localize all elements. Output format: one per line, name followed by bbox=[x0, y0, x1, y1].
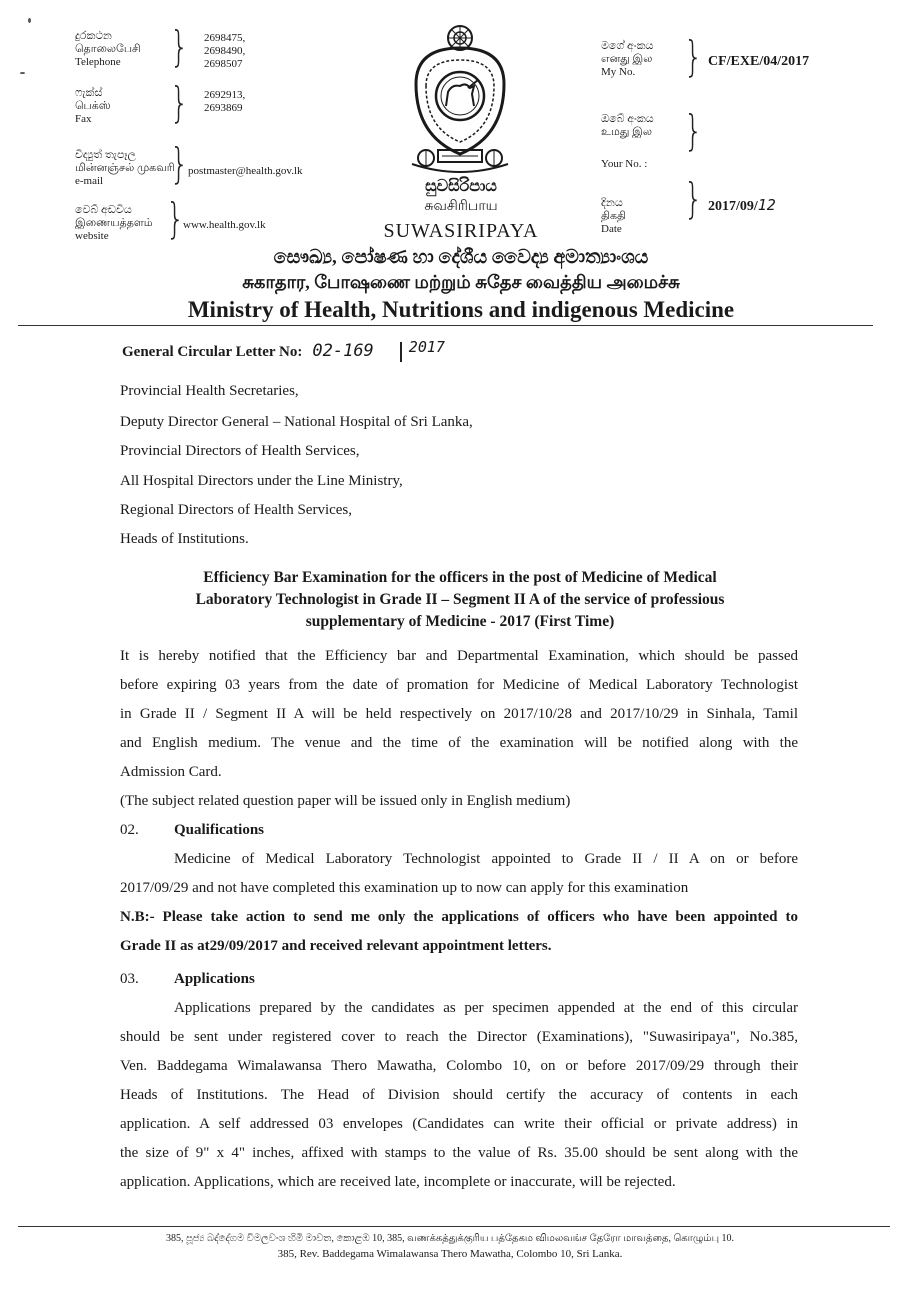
ministry-name-english: Ministry of Health, Nutritions and indigenous Medicine bbox=[187, 297, 735, 322]
email-label-ta: மின்னஞ்சல் முகவரி bbox=[75, 162, 175, 174]
website-label-en: website bbox=[75, 230, 109, 242]
brace-icon: } bbox=[684, 32, 703, 81]
section-3-line: Heads of Institutions. The Head of Division should certify the accuracy of contents in each bbox=[120, 1087, 798, 1103]
footer-divider bbox=[18, 1226, 890, 1227]
brace-icon: } bbox=[170, 139, 189, 188]
nb-line: N.B:- Please take action to send me only the applications of officers who have been appointed to bbox=[120, 909, 798, 925]
building-name-english: SUWASIRIPAYA bbox=[383, 220, 539, 242]
intro-paragraph bbox=[120, 642, 798, 787]
section-3-body bbox=[120, 994, 798, 1197]
section-3-line: application. Applications, which are received late, incomplete or inaccurate, will be rejected. bbox=[120, 1174, 676, 1190]
circular-label: General Circular Letter No: bbox=[122, 344, 303, 360]
title-line: supplementary of Medicine - 2017 (First Time) bbox=[305, 613, 615, 630]
footer-address-local: 385, පූජ්‍ය බද්දේගම විමලවංශ හිමි මාවත, කොළඹ 10, 385, வணக்கத்துக்குரிய பத்தேகம விமலவங்ச தேரோ மாவத்தை, கொழும்பு 10. bbox=[165, 1233, 735, 1244]
section-2-heading: Qualifications bbox=[174, 822, 265, 838]
brace-icon: } bbox=[684, 174, 703, 223]
building-name-tamil: சுவசிரிபாய bbox=[424, 199, 498, 214]
my-no-label-si: මගේ අංකය bbox=[601, 40, 654, 52]
document-title bbox=[120, 567, 800, 633]
addressee: Provincial Health Secretaries, bbox=[120, 383, 299, 399]
brace-icon: } bbox=[170, 78, 189, 127]
section-3-heading: Applications bbox=[174, 971, 255, 987]
brace-icon: } bbox=[170, 22, 189, 71]
my-no-label-ta: எனது இல bbox=[601, 53, 653, 65]
addressee: Deputy Director General – National Hospital of Sri Lanka, bbox=[120, 414, 473, 430]
section-3-line: Ven. Baddegama Wimalawansa Thero Mawatha, Colombo 10, on or before 2017/09/29 through their bbox=[120, 1058, 798, 1074]
intro-line: and English medium. The venue and the time of the examination will be notified along with the bbox=[120, 735, 798, 751]
section-3-number: 03. bbox=[120, 971, 139, 987]
addressee: Provincial Directors of Health Services, bbox=[120, 443, 360, 459]
building-name-sinhala: සුවසිරිපාය bbox=[425, 178, 497, 195]
intro-note: (The subject related question paper will be issued only in English medium) bbox=[120, 793, 571, 809]
intro-line: in Grade II / Segment II A will be held respectively on 2017/10/28 and 2017/10/29 in Sinhala, Tamil bbox=[120, 706, 798, 722]
fax-label-ta: பெக்ஸ் bbox=[75, 100, 111, 112]
date-handwritten-day: 12 bbox=[757, 196, 776, 214]
title-line: Efficiency Bar Examination for the officers in the post of Medicine of Medical bbox=[203, 569, 717, 586]
telephone-labels bbox=[75, 30, 141, 69]
website-value: www.health.gov.lk bbox=[183, 219, 266, 231]
scan-speck bbox=[28, 18, 31, 23]
fax-label-en: Fax bbox=[75, 113, 92, 125]
section-3-line: the size of 9" x 4" inches, affixed with stamps to the value of Rs. 35.00 should be sent along with the bbox=[120, 1145, 798, 1161]
date-value bbox=[708, 196, 776, 215]
fax-number: 2692913, bbox=[204, 89, 246, 101]
website-label-si: වෙබ් අඩවිය bbox=[75, 204, 132, 216]
date-labels bbox=[601, 197, 626, 236]
ministry-name-tamil: சுகாதார, போஷணை மற்றும் சுதேச வைத்திய அமைச்சு bbox=[242, 272, 680, 292]
brace-icon: } bbox=[684, 106, 703, 155]
circular-handwritten-no: 02-169 bbox=[312, 341, 374, 361]
addressee: Heads of Institutions. bbox=[120, 531, 249, 547]
section-2-line: 2017/09/29 and not have completed this examination up to now can apply for this examination bbox=[120, 880, 689, 896]
fax-values bbox=[204, 89, 245, 115]
email-label-en: e-mail bbox=[75, 175, 104, 187]
circular-handwritten-year: 2017 bbox=[408, 338, 445, 356]
section-2-number: 02. bbox=[120, 822, 139, 838]
date-label-si: දිනය bbox=[601, 197, 623, 209]
date-printed: 2017/09/ bbox=[708, 199, 758, 214]
my-no-label-en: My No. bbox=[601, 66, 636, 78]
telephone-number: 2698490, bbox=[204, 45, 246, 57]
date-label-en: Date bbox=[601, 223, 622, 235]
my-no-value: CF/EXE/04/2017 bbox=[708, 54, 810, 69]
header-divider bbox=[18, 325, 873, 326]
intro-line: before expiring 03 years from the date of promation for Medicine of Medical Laboratory Technologist bbox=[120, 677, 798, 693]
date-label-ta: திகதி bbox=[601, 210, 627, 222]
section-2-line: Medicine of Medical Laboratory Technologist appointed to Grade II / II A on or before bbox=[174, 851, 798, 867]
nb-note bbox=[120, 903, 798, 961]
telephone-number: 2698507 bbox=[204, 58, 243, 70]
scan-speck bbox=[20, 72, 25, 74]
your-no-label-si: ඔබේ අංකය bbox=[601, 113, 654, 125]
nb-line: Grade II as at29/09/2017 and received relevant appointment letters. bbox=[120, 938, 552, 954]
section-3-line: application. A self addressed 03 envelopes (Candidates can write their official or private address) in bbox=[120, 1116, 798, 1132]
your-no-labels bbox=[601, 113, 654, 139]
fax-label-si: ෆැක්ස් bbox=[75, 87, 103, 99]
telephone-label-si: දුරකථන bbox=[75, 30, 112, 42]
your-no-label-en: Your No. : bbox=[601, 158, 648, 170]
your-no-label-ta: உமது இல bbox=[601, 126, 652, 138]
slash-mark bbox=[400, 342, 402, 362]
section-3-line: should be sent under registered cover to reach the Director (Examinations), "Suwasiripaya", No.385, bbox=[120, 1029, 798, 1045]
footer-address-english: 385, Rev. Baddegama Wimalawansa Thero Mawatha, Colombo 10, Sri Lanka. bbox=[277, 1248, 623, 1260]
addressee: All Hospital Directors under the Line Ministry, bbox=[120, 473, 403, 489]
website-label-ta: இணையத்தளம் bbox=[75, 217, 153, 229]
fax-labels bbox=[75, 87, 111, 126]
telephone-number: 2698475, bbox=[204, 32, 246, 44]
telephone-label-en: Telephone bbox=[75, 56, 121, 68]
sri-lanka-emblem-icon bbox=[400, 14, 520, 180]
email-label-si: විද්‍යුත් තැපෑල bbox=[75, 149, 136, 161]
addressee: Regional Directors of Health Services, bbox=[120, 502, 353, 518]
intro-line: Admission Card. bbox=[120, 764, 222, 780]
intro-line: It is hereby notified that the Efficiency bar and Departmental Examination, which should be passed bbox=[120, 648, 798, 664]
section-3-line: Applications prepared by the candidates as per specimen appended at the end of this circular bbox=[174, 1000, 798, 1016]
fax-number: 2693869 bbox=[204, 102, 243, 114]
ministry-name-sinhala: සෞඛ්‍ය, පෝෂණ හා දේශීය වෛද්‍ය අමාත්‍යාංශය bbox=[273, 247, 649, 268]
section-2-body bbox=[120, 845, 798, 903]
circular-line bbox=[122, 338, 445, 362]
title-line: Laboratory Technologist in Grade II – Segment II A of the service of professious bbox=[195, 591, 725, 608]
telephone-values bbox=[204, 32, 245, 71]
brace-icon: } bbox=[166, 194, 185, 243]
email-value: postmaster@health.gov.lk bbox=[188, 165, 303, 177]
telephone-label-ta: தொலைபேசி bbox=[75, 43, 141, 55]
my-no-labels bbox=[601, 40, 653, 79]
